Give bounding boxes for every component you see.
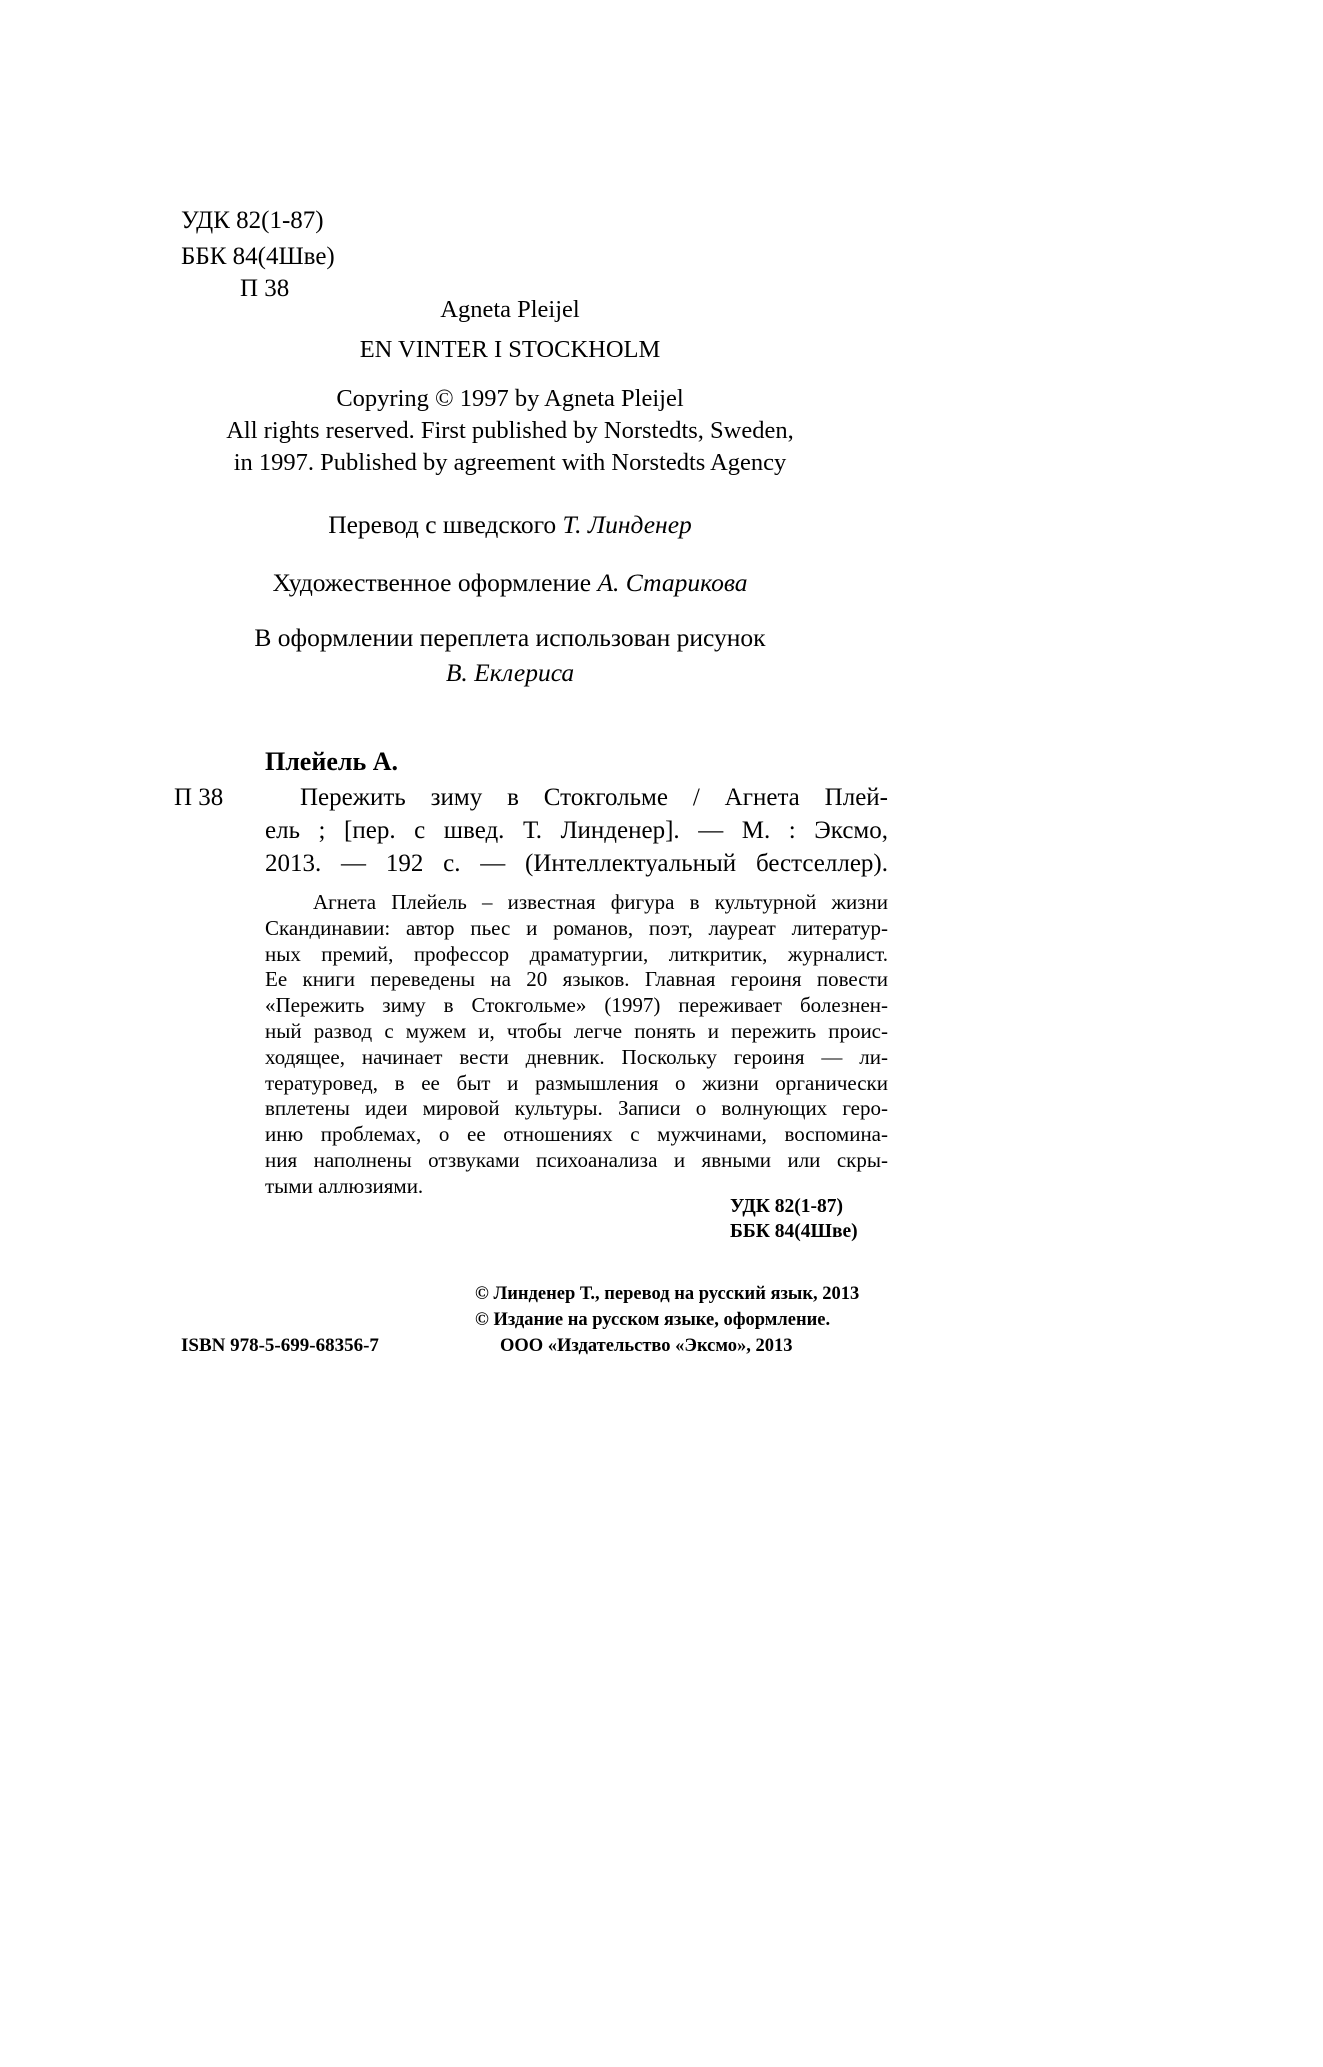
card-heading: Плейель А. [265,747,398,776]
card-bbk-code: ББК 84(4Шве) [730,1221,858,1242]
annotation-line: вплетены идеи мировой культуры. Записи о волнующих геро- [265,1096,888,1121]
copyright-translation: © Линденер Т., перевод на русский язык, 2013 [475,1284,860,1304]
description-line: Пережить зиму в Стокгольме / Агнета Плей- [300,784,888,811]
annotation-line: Ее книги переведены на 20 языков. Главная героиня повести [265,967,888,992]
copyright-edition-line1: © Издание на русском языке, оформление. [475,1310,831,1330]
annotation-line: ных премий, профессор драматургии, литкритик, журналист. [265,941,888,966]
description-line: ель ; [пер. с швед. Т. Линденер]. — М. : Эксмо, [265,817,888,844]
annotation-line: иню проблемах, о ее отношениях с мужчинами, воспомина- [265,1122,888,1147]
cover-credit-label: В оформлении переплета использован рисунок [254,623,766,652]
original-author: Agneta Pleijel [440,296,580,323]
annotation-line: тературовед, в ее быт и размышления о жизни органически [265,1070,888,1095]
translation-credit [140,508,880,541]
annotation-line: Скандинавии: автор пьес и романов, поэт, лауреат литератур- [265,915,888,940]
design-credit [140,566,880,599]
annotation-line: ходящее, начинает вести дневник. Поскольку героиня — ли- [265,1044,888,1069]
annotation-line: «Пережить зиму в Стокгольме» (1997) переживает болезнен- [265,993,888,1018]
copyright-line: Copyring © 1997 by Agneta Pleijel [336,385,684,412]
bbk-code: ББК 84(4Шве) [181,243,335,270]
card-description [265,815,888,879]
design-label: Художественное оформление [272,568,592,597]
card-udk-code: УДК 82(1-87) [730,1196,844,1217]
annotation-line: Агнета Плейель – известная фигура в культурной жизни [313,890,888,914]
description-line: 2013. — 192 с. — (Интеллектуальный бестселлер). [265,850,888,877]
annotation-line: ния наполнены отзвуками психоанализа и явными или скры- [265,1147,888,1172]
translator-name: Т. Линденер [562,510,692,539]
annotation [265,890,888,1200]
annotation-line: ный развод с мужем и, чтобы легче понять и пережить проис- [265,1018,888,1043]
translation-label: Перевод с шведского [328,510,557,539]
original-title: EN VINTER I STOCKHOLM [359,336,661,363]
isbn: ISBN 978-5-699-68356-7 [181,1335,379,1356]
annotation-line: тыми аллюзиями. [265,1173,424,1198]
designer-name: А. Старикова [597,568,748,597]
copyright-edition-line2: ООО «Издательство «Эксмо», 2013 [500,1336,793,1356]
card-mark: П 38 [174,784,224,811]
author-mark: П 38 [240,275,290,302]
card-description-line [300,782,888,813]
copyright-line: All rights reserved. First published by Norstedts, Sweden, [226,417,794,444]
copyright-line: in 1997. Published by agreement with Norstedts Agency [233,449,787,476]
udk-code: УДК 82(1-87) [181,207,324,234]
cover-artist-name: В. Еклериса [445,658,575,687]
